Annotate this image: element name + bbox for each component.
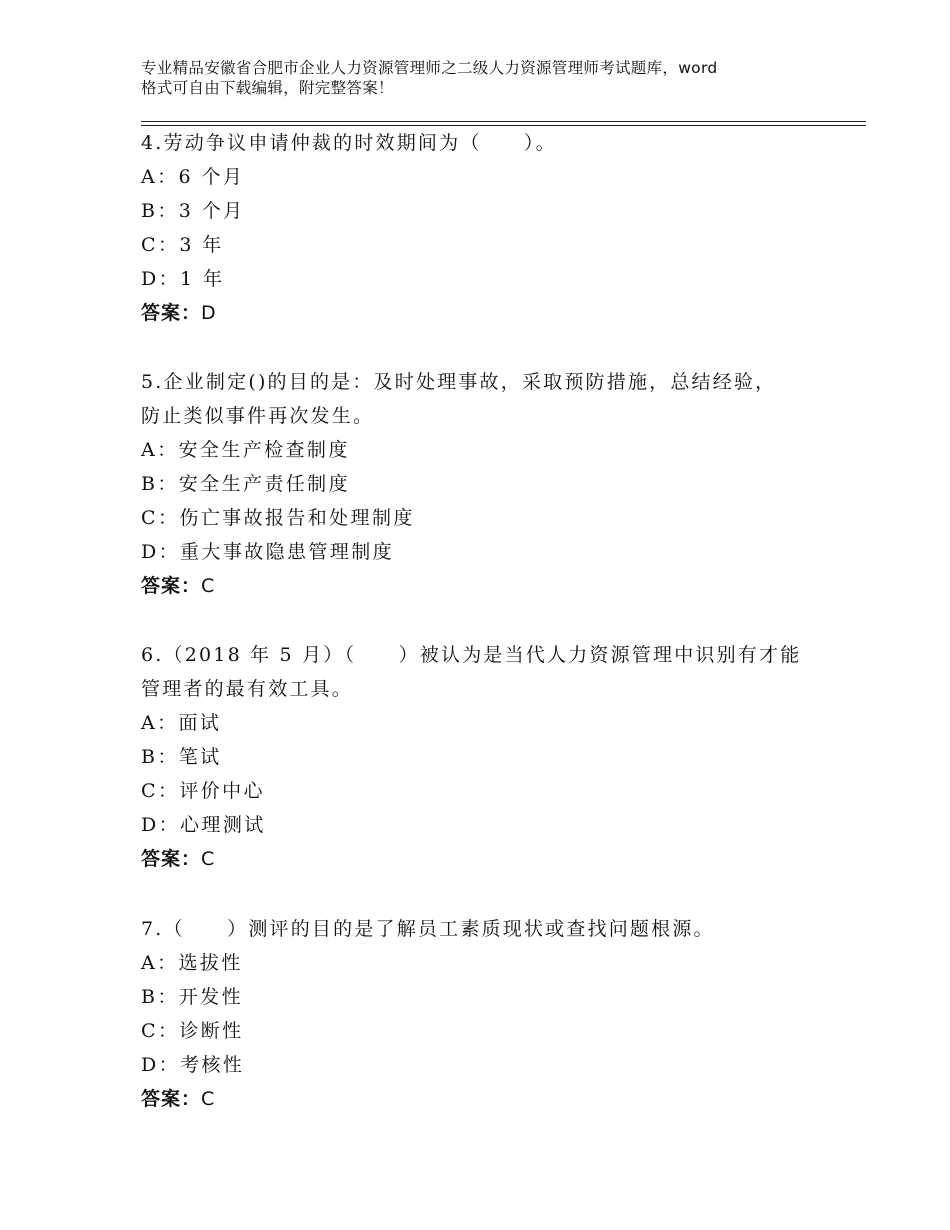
answer	[141, 1082, 861, 1116]
document-header	[141, 58, 841, 98]
question-text: 6.（2018 年 5 月）（ ）被认为是当代人力资源管理中识别有才能	[141, 644, 802, 666]
option-c: C：3 年	[141, 234, 224, 256]
option-b: B：笔试	[141, 746, 222, 768]
option-a: A：选拔性	[141, 952, 243, 974]
option-c: C：诊断性	[141, 1020, 244, 1042]
answer	[141, 569, 861, 603]
option-c: C：评价中心	[141, 780, 265, 802]
question-text: 7.（ ）测评的目的是了解员工素质现状或查找问题根源。	[141, 918, 715, 940]
option-d: D：心理测试	[141, 814, 266, 836]
option-a: A：面试	[141, 712, 222, 734]
answer-label: 答案：	[141, 575, 202, 597]
option-d: D：1 年	[141, 268, 225, 290]
question-4	[141, 126, 861, 330]
answer-value: C	[201, 575, 216, 597]
question-text: 5.企业制定()的目的是：及时处理事故，采取预防措施，总结经验，	[141, 371, 777, 393]
option-a: A：安全生产检查制度	[141, 439, 350, 461]
question-text: 4.劳动争议申请仲裁的时效期间为（ ）。	[141, 132, 557, 154]
question-text-continued: 管理者的最有效工具。	[141, 678, 354, 700]
option-b: B：3 个月	[141, 200, 245, 222]
answer	[141, 296, 861, 330]
option-b: B：安全生产责任制度	[141, 473, 350, 495]
header-line-2: 格式可自由下载编辑，附完整答案！	[141, 79, 394, 97]
answer-label: 答案：	[141, 1088, 202, 1110]
answer	[141, 842, 861, 876]
question-6	[141, 638, 861, 876]
answer-label: 答案：	[141, 302, 202, 324]
option-a: A：6 个月	[141, 166, 245, 188]
header-line-1: 专业精品安徽省合肥市企业人力资源管理师之二级人力资源管理师考试题库，word	[141, 59, 718, 77]
question-text-continued: 防止类似事件再次发生。	[141, 405, 375, 427]
option-b: B：开发性	[141, 986, 243, 1008]
option-c: C：伤亡事故报告和处理制度	[141, 507, 415, 529]
answer-value: C	[201, 848, 216, 870]
option-d: D：重大事故隐患管理制度	[141, 541, 395, 563]
question-7	[141, 912, 861, 1116]
header-divider-top	[141, 121, 866, 122]
answer-label: 答案：	[141, 848, 202, 870]
question-5	[141, 365, 861, 603]
answer-value: C	[201, 1088, 216, 1110]
option-d: D：考核性	[141, 1054, 245, 1076]
answer-value: D	[201, 302, 217, 324]
